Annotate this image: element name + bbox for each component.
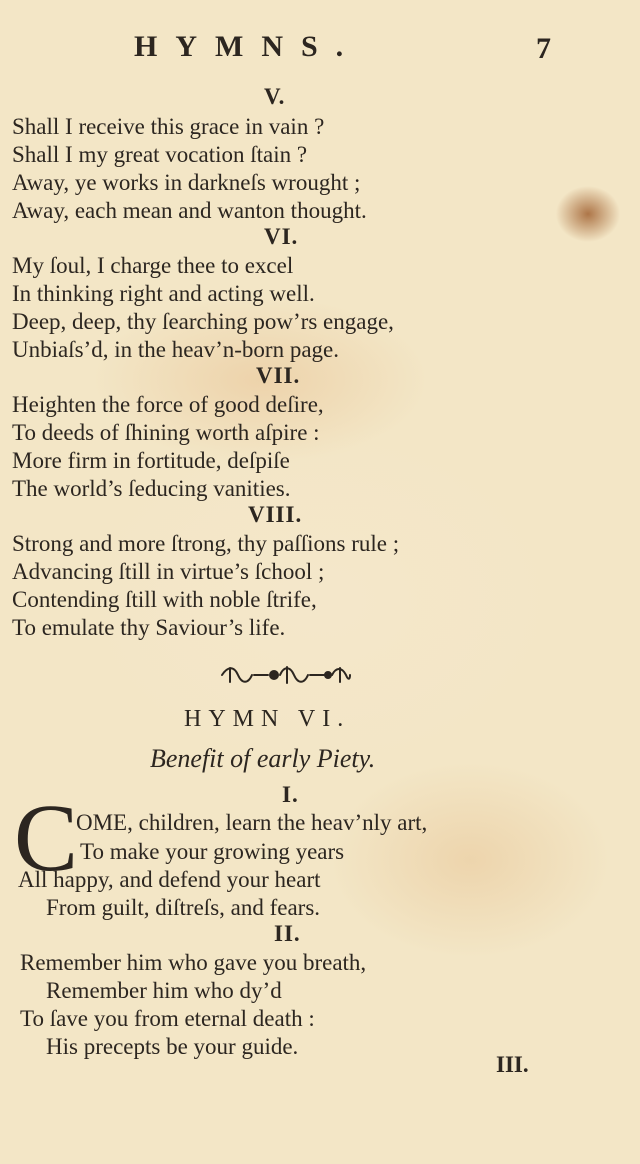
verse-line: Away, ye works in darkneſs wrought ; [12,170,361,195]
verse-line: Unbiaſs’d, in the heav’n-born page. [12,337,340,362]
hymn-subtitle: Benefit of early Piety. [150,744,376,773]
page-number: 7 [536,32,551,65]
verse-line: More firm in fortitude, deſpiſe [12,448,290,473]
stanza-numeral: VI. [264,224,299,249]
stanza-numeral: V. [264,84,286,109]
verse-line: Away, each mean and wanton thought. [12,198,367,223]
verse-line: Remember him who dy’d [46,978,282,1003]
verse-line: All happy, and defend your heart [18,867,321,892]
verse-line: Deep, deep, thy ſearching pow’rs engage, [12,309,394,334]
page-header [0,30,640,64]
stanza-numeral: II. [274,921,301,946]
verse-line: Contending ſtill with noble ſtrife, [12,587,317,612]
drop-cap: C [14,784,79,891]
catchword: III. [496,1052,529,1077]
hymn-title: HYMN VI. [184,706,351,732]
verse-line: Advancing ſtill in virtue’s ſchool ; [12,559,325,584]
stanza-numeral: I. [282,782,299,807]
verse-line: Shall I receive this grace in vain ? [12,114,325,139]
verse-line: My ſoul, I charge thee to excel [12,253,294,278]
stanza-numeral: VIII. [248,502,303,527]
verse-line: In thinking right and acting well. [12,281,315,306]
verse-line: From guilt, diſtreſs, and fears. [46,895,321,920]
verse-line: To deeds of ſhining worth aſpire : [12,420,320,445]
verse-line: His precepts be your guide. [46,1034,299,1059]
stanza-numeral: VII. [256,363,301,388]
verse-line: Strong and more ſtrong, thy paſſions rule ; [12,531,400,556]
verse-line: Remember him who gave you breath, [20,950,367,975]
verse-line: Shall I my great vocation ſtain ? [12,142,308,167]
running-title: HYMNS. [134,30,362,63]
verse-line: To make your growing years [80,839,345,864]
verse-line: To ſave you from eternal death : [20,1006,315,1031]
verse-line: OME, children, learn the heav’nly art, [76,810,428,835]
verse-line: To emulate thy Saviour’s life. [12,615,286,640]
verse-line: The world’s ſeducing vanities. [12,476,291,501]
ornament-divider [218,662,352,688]
verse-line: Heighten the force of good deſire, [12,392,324,417]
